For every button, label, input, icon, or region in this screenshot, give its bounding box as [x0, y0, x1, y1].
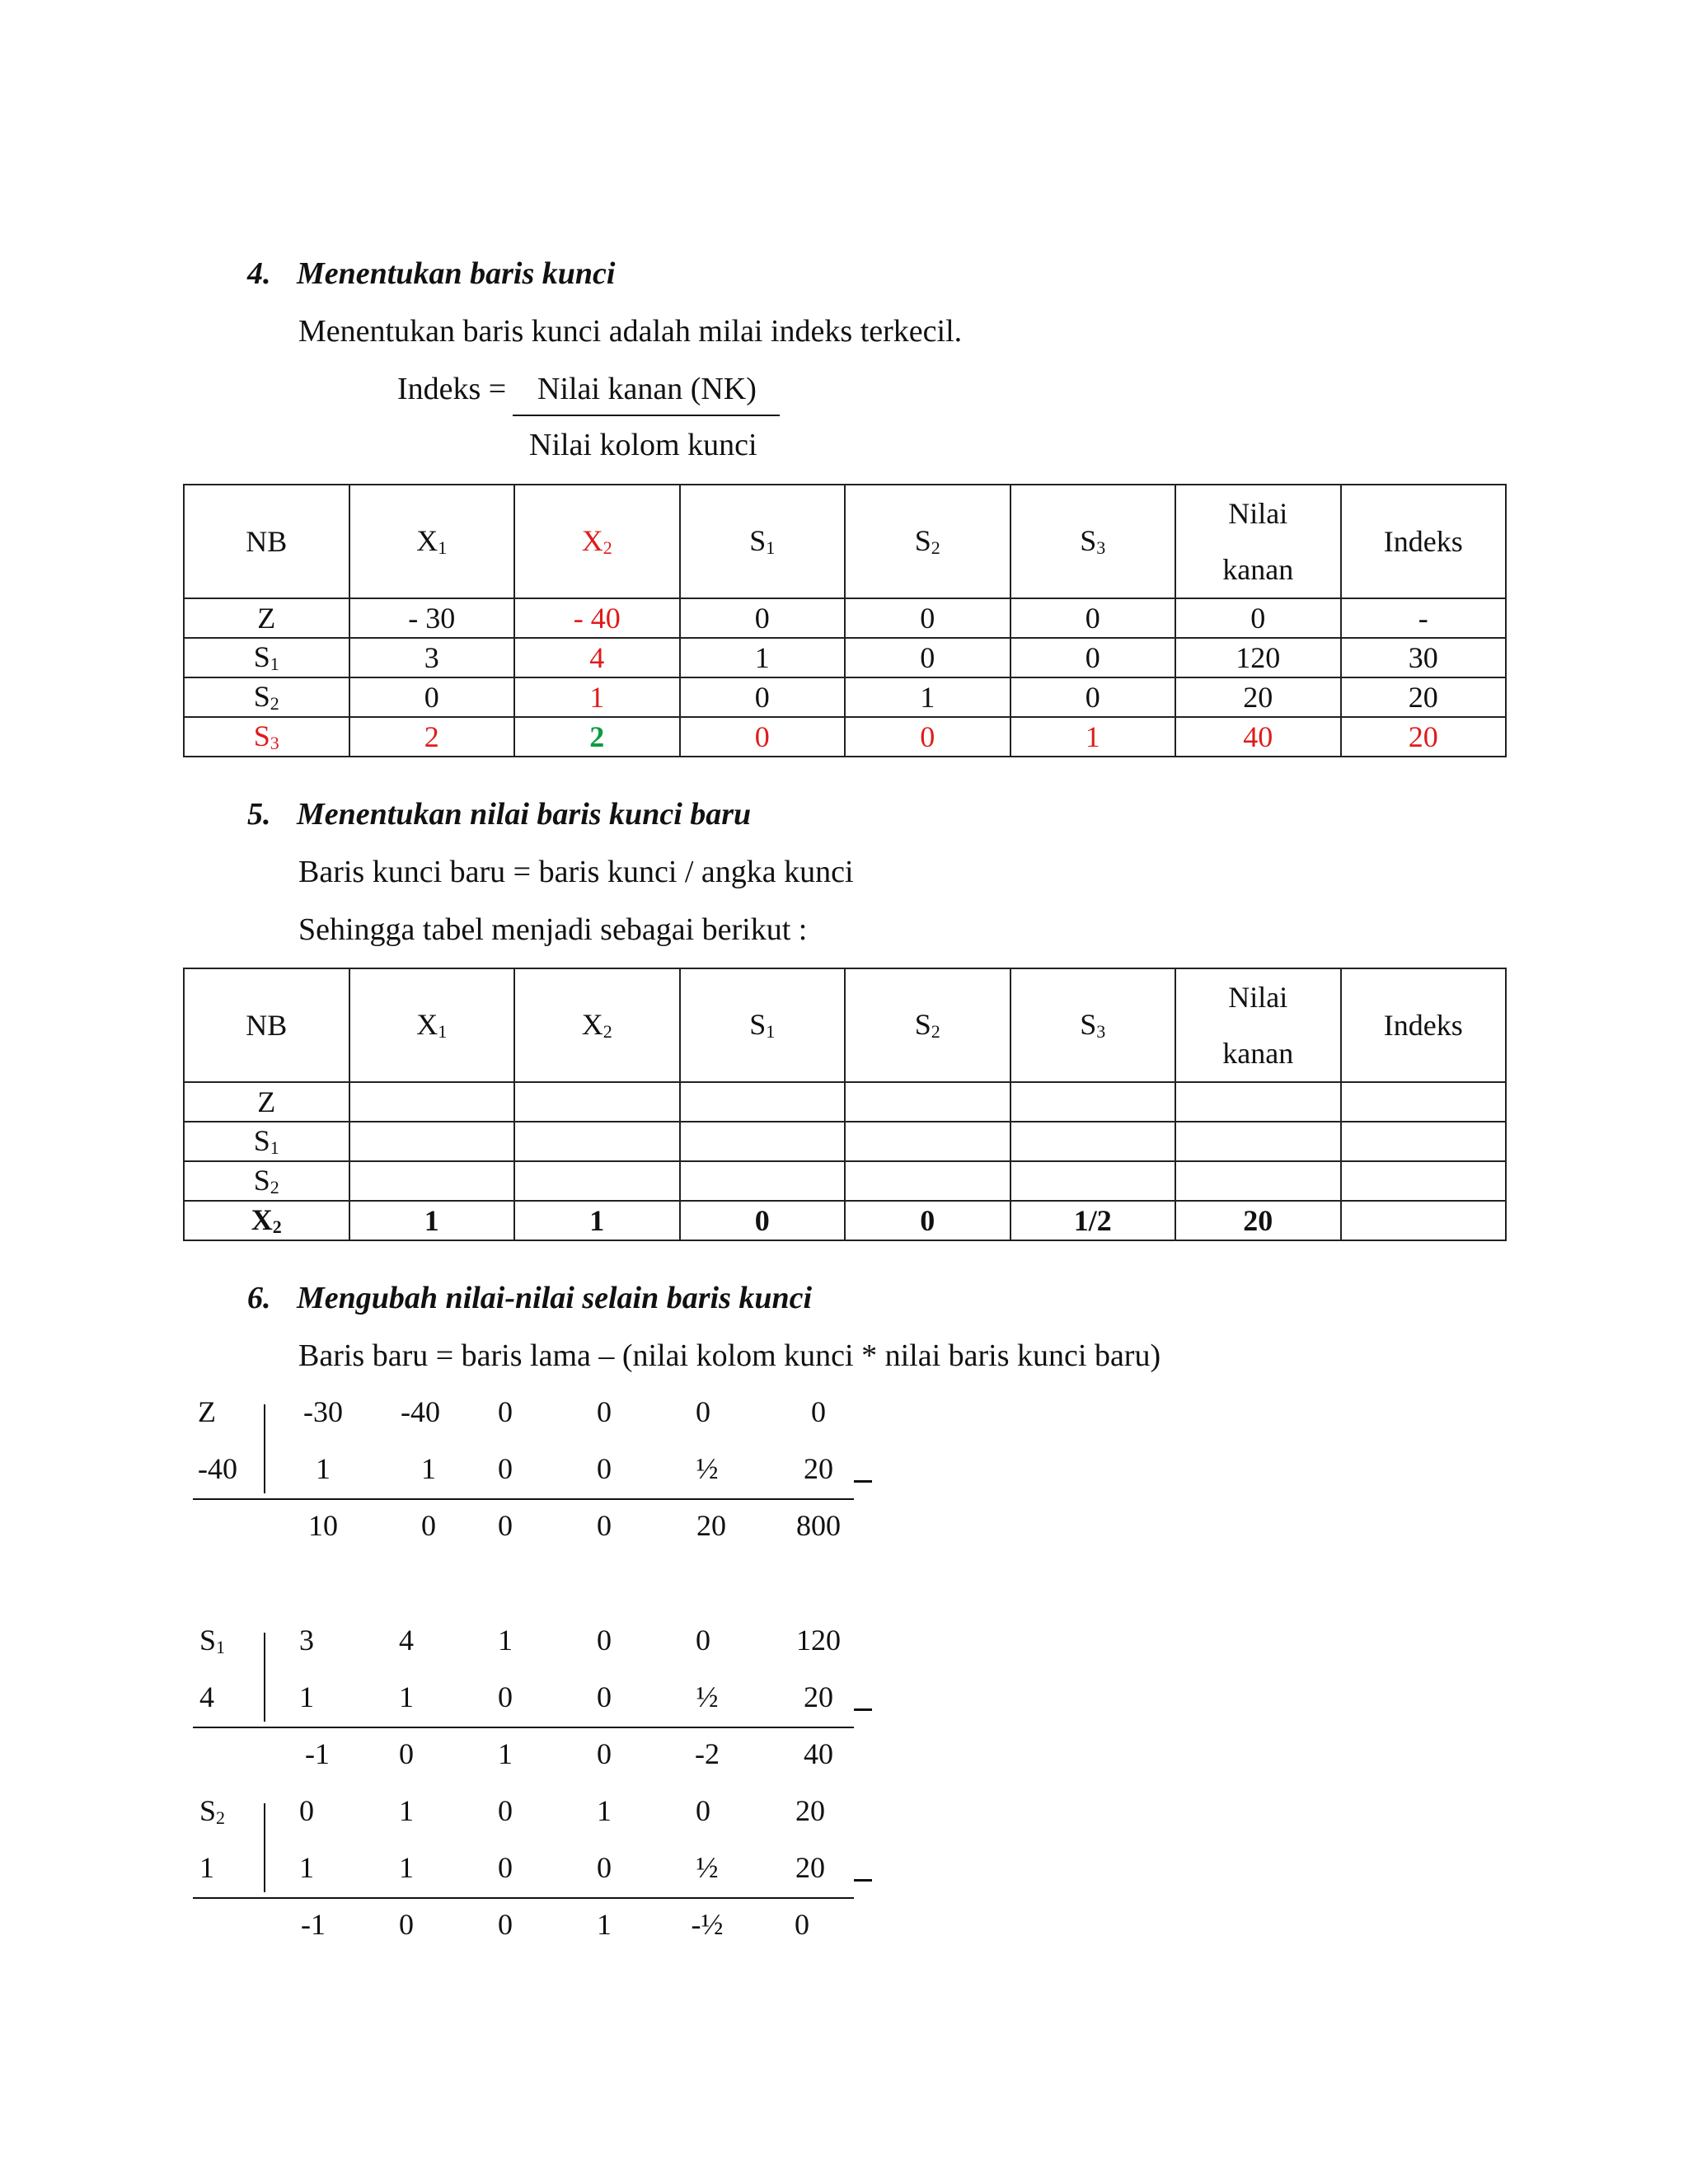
calc-label-row: $S_2$ [199, 1794, 226, 1828]
calc-cell: 120 [796, 1624, 841, 1657]
calc-cell: -30 [303, 1395, 343, 1428]
calc-result: 0 [498, 1509, 513, 1542]
calc-cell: 3 [299, 1624, 314, 1657]
table-row-s2 [184, 677, 1506, 717]
cell [514, 1122, 680, 1161]
cell [1010, 1122, 1176, 1161]
cell [1175, 1082, 1341, 1122]
cell [349, 1161, 515, 1201]
calc-cell: 1 [421, 1452, 436, 1485]
table-row-z [184, 598, 1506, 638]
table-row-x2-new-key-row [184, 1201, 1506, 1240]
cell [1341, 1082, 1507, 1122]
cell: 0 [845, 638, 1010, 677]
calc-cell: 0 [597, 1452, 612, 1485]
cell-key-number: 2 [514, 717, 680, 757]
section-6-text: Baris baru = baris lama – (nilai kolom kunci * nilai baris kunci baru) [298, 1338, 1161, 1373]
calc-cell: ½ [696, 1680, 719, 1713]
cell: 3 [349, 638, 515, 677]
table-row-s3-key-row [184, 717, 1506, 757]
calc-cell: 1 [299, 1680, 314, 1713]
header-s3: $S_3$ [1010, 968, 1176, 1082]
cell: 1 [845, 677, 1010, 717]
cell: 0 [680, 717, 846, 757]
calc-result: 800 [796, 1509, 841, 1542]
formula-denominator: Nilai kolom kunci [529, 428, 757, 462]
section-5-number: 5. [247, 797, 271, 832]
calc-cell: 20 [804, 1680, 833, 1713]
calc-divider-horizontal [193, 1498, 854, 1500]
row-label: $S_2$ [184, 677, 349, 717]
section-4-text: Menentukan baris kunci adalah milai indeks terkecil. [298, 314, 963, 349]
cell: 0 [680, 1201, 846, 1240]
header-nilai-kanan: Nilai kanan [1175, 968, 1341, 1082]
calc-cell: 20 [795, 1851, 825, 1884]
cell: 0 [680, 598, 846, 638]
calc-divider-horizontal [193, 1727, 854, 1728]
cell: - 30 [349, 598, 515, 638]
section-6-heading [247, 1280, 812, 1316]
cell-key-column: 4 [514, 638, 680, 677]
row-label: $S_1$ [184, 638, 349, 677]
row-label: Z [184, 1082, 349, 1122]
section-6-title: Mengubah nilai-nilai selain baris kunci [297, 1281, 813, 1315]
section-5-text-1: Baris kunci baru = baris kunci / angka kunci [298, 855, 854, 889]
calc-result: 20 [696, 1509, 726, 1542]
cell-key-column: 1 [514, 677, 680, 717]
calc-label-row: Z [198, 1395, 216, 1428]
header-nb: NB [184, 485, 349, 598]
table-header-row [184, 485, 1506, 598]
calc-divider-vertical [264, 1404, 265, 1493]
cell [1175, 1122, 1341, 1161]
calc-result: 0 [399, 1908, 414, 1941]
cell [349, 1082, 515, 1122]
calc-result: -½ [691, 1908, 724, 1941]
calc-cell: 1 [399, 1680, 414, 1713]
header-nb: NB [184, 968, 349, 1082]
calc-cell: 1 [597, 1794, 612, 1827]
calc-cell: 0 [696, 1624, 710, 1657]
cell [514, 1082, 680, 1122]
cell: 30 [1341, 638, 1507, 677]
calc-result: -2 [695, 1737, 720, 1770]
calc-cell: 20 [804, 1452, 833, 1485]
minus-sign [854, 1708, 872, 1711]
cell: 0 [1010, 677, 1176, 717]
cell [349, 1122, 515, 1161]
cell: 0 [1175, 598, 1341, 638]
section-6-number: 6. [247, 1281, 271, 1315]
cell [1341, 1201, 1507, 1240]
cell [845, 1082, 1010, 1122]
calc-cell: 4 [399, 1624, 414, 1657]
calc-result: 0 [795, 1908, 809, 1941]
header-s3: $S_3$ [1010, 485, 1176, 598]
calc-cell: 1 [299, 1851, 314, 1884]
header-nilai-kanan: Nilai kanan [1175, 485, 1341, 598]
table-row-z [184, 1082, 1506, 1122]
calc-cell: 0 [498, 1680, 513, 1713]
calc-cell: 0 [696, 1794, 710, 1827]
calc-cell: 0 [696, 1395, 710, 1428]
calc-result: -1 [305, 1737, 330, 1770]
formula-numerator: Nilai kanan (NK) [537, 372, 757, 406]
calc-cell: -40 [401, 1395, 440, 1428]
cell [680, 1082, 846, 1122]
calc-cell: 0 [811, 1395, 826, 1428]
table-row-s1 [184, 1122, 1506, 1161]
cell: 1/2 [1010, 1201, 1176, 1240]
calc-cell: 0 [597, 1395, 612, 1428]
cell: 2 [349, 717, 515, 757]
simplex-table-2 [183, 968, 1507, 1241]
header-indeks: Indeks [1341, 968, 1507, 1082]
calc-label-row: $S_1$ [199, 1624, 226, 1657]
calc-divider-horizontal [193, 1897, 854, 1899]
header-x2: $X_2$ [514, 485, 680, 598]
cell [1341, 1122, 1507, 1161]
row-label: Z [184, 598, 349, 638]
cell [845, 1122, 1010, 1161]
simplex-table-1 [183, 484, 1507, 757]
cell: 0 [845, 717, 1010, 757]
section-5-heading [247, 796, 751, 832]
calc-divider-vertical [264, 1803, 265, 1892]
calc-cell: 1 [316, 1452, 331, 1485]
cell: 0 [845, 598, 1010, 638]
cell [1010, 1161, 1176, 1201]
header-x1: $X_1$ [349, 968, 515, 1082]
row-label: $X_2$ [184, 1201, 349, 1240]
header-x2: $X_2$ [514, 968, 680, 1082]
calc-cell: 0 [597, 1624, 612, 1657]
calc-cell: 1 [399, 1851, 414, 1884]
cell [1341, 1161, 1507, 1201]
calc-result: 1 [498, 1737, 513, 1770]
cell: 1 [349, 1201, 515, 1240]
calc-result: 10 [308, 1509, 338, 1542]
calc-cell: ½ [696, 1851, 719, 1884]
cell: 20 [1341, 717, 1507, 757]
calc-multiplier: 1 [199, 1851, 214, 1884]
calc-cell: 0 [498, 1395, 513, 1428]
calc-cell: 0 [597, 1851, 612, 1884]
minus-sign [854, 1879, 872, 1882]
calc-result: 0 [498, 1908, 513, 1941]
table-header-row [184, 968, 1506, 1082]
cell [1010, 1082, 1176, 1122]
calc-cell: 0 [299, 1794, 314, 1827]
calc-result: 40 [804, 1737, 833, 1770]
cell [680, 1122, 846, 1161]
formula-lhs: Indeks = [397, 372, 507, 406]
header-indeks: Indeks [1341, 485, 1507, 598]
calc-result: 0 [399, 1737, 414, 1770]
cell: 0 [680, 677, 846, 717]
cell: 40 [1175, 717, 1341, 757]
section-5-text-2: Sehingga tabel menjadi sebagai berikut : [298, 912, 808, 947]
calc-result: 0 [597, 1737, 612, 1770]
cell: 1 [680, 638, 846, 677]
row-label: $S_3$ [184, 717, 349, 757]
calc-cell: 0 [597, 1680, 612, 1713]
cell [680, 1161, 846, 1201]
calc-multiplier: -40 [198, 1452, 237, 1485]
calc-cell: 1 [498, 1624, 513, 1657]
cell: 0 [349, 677, 515, 717]
calc-result: 1 [597, 1908, 612, 1941]
section-4-title: Menentukan baris kunci [297, 256, 616, 291]
cell [1175, 1161, 1341, 1201]
calc-result: 0 [421, 1509, 436, 1542]
cell [845, 1161, 1010, 1201]
cell: 120 [1175, 638, 1341, 677]
calc-divider-vertical [264, 1633, 265, 1722]
calc-cell: 20 [795, 1794, 825, 1827]
cell-key-column: - 40 [514, 598, 680, 638]
cell: 1 [514, 1201, 680, 1240]
cell: 20 [1341, 677, 1507, 717]
header-s2: $S_2$ [845, 485, 1010, 598]
cell: 0 [1010, 638, 1176, 677]
section-5-title: Menentukan nilai baris kunci baru [297, 797, 752, 832]
row-label: $S_2$ [184, 1161, 349, 1201]
calc-result: 0 [597, 1509, 612, 1542]
calc-multiplier: 4 [199, 1680, 214, 1713]
calc-result: -1 [301, 1908, 326, 1941]
calc-cell: 1 [399, 1794, 414, 1827]
cell: 0 [1010, 598, 1176, 638]
header-x1: $X_1$ [349, 485, 515, 598]
header-s1: $S_1$ [680, 968, 846, 1082]
calc-cell: 0 [498, 1452, 513, 1485]
cell: 0 [845, 1201, 1010, 1240]
table-row-s2 [184, 1161, 1506, 1201]
cell: - [1341, 598, 1507, 638]
cell [514, 1161, 680, 1201]
calc-cell: 0 [498, 1851, 513, 1884]
cell: 20 [1175, 1201, 1341, 1240]
header-s1: $S_1$ [680, 485, 846, 598]
calc-cell: ½ [696, 1452, 719, 1485]
cell: 1 [1010, 717, 1176, 757]
fraction-bar [513, 415, 780, 416]
table-row-s1 [184, 638, 1506, 677]
calc-cell: 0 [498, 1794, 513, 1827]
minus-sign [854, 1480, 872, 1483]
header-s2: $S_2$ [845, 968, 1010, 1082]
section-4-number: 4. [247, 256, 271, 291]
row-label: $S_1$ [184, 1122, 349, 1161]
section-4-heading [247, 255, 615, 292]
cell: 20 [1175, 677, 1341, 717]
